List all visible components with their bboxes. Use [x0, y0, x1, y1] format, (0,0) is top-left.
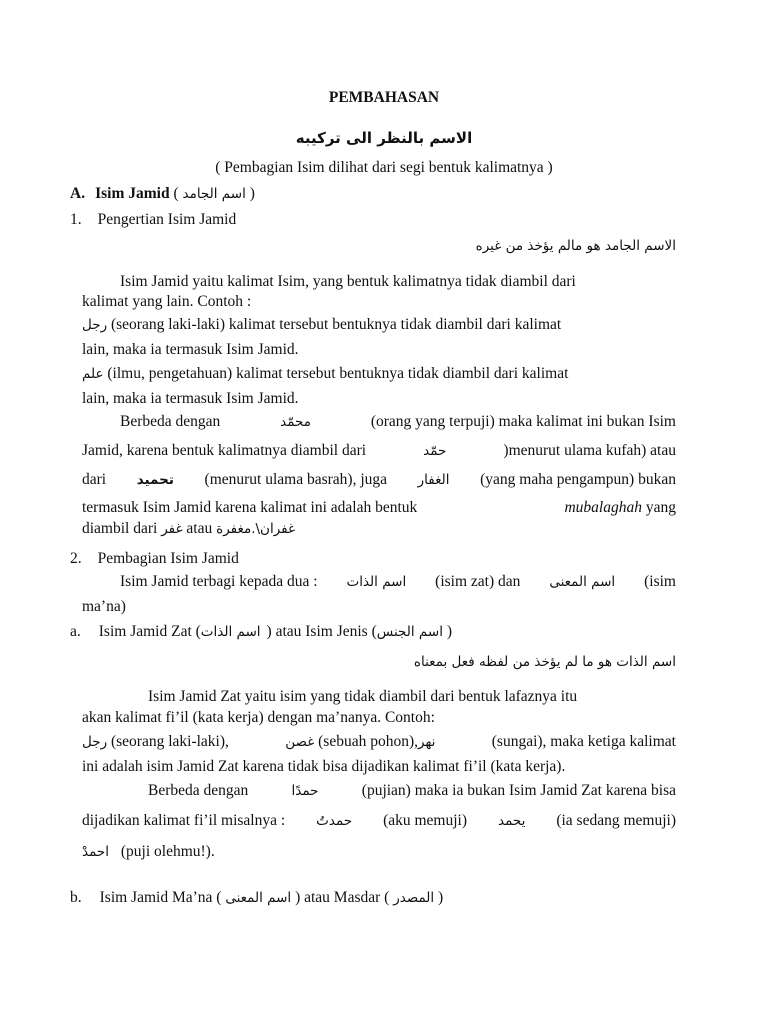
page-title: PEMBAHASAN: [328, 89, 440, 106]
paragraph-line: akan kalimat fi’il (kata kerja) dengan ma’nanya. Contoh:: [82, 709, 435, 726]
subtitle: ( Pembagian Isim dilihat dari segi bentuk kalimatnya ): [215, 159, 553, 176]
example-ilmu: علم (ilmu, pengetahuan) kalimat tersebut bentuknya tidak diambil dari kalimat: [82, 365, 569, 382]
paragraph-line: Isim Jamid terbagi kepada dua : اسم الذات (isim zat) dan اسم المعنى (isim: [120, 573, 676, 590]
paragraph-line: Jamid, karena bentuk kalimatnya diambil dari حمّد )menurut ulama kufah) atau: [82, 442, 676, 459]
definition-isim-zat: اسم الذات هو ما لم يؤخذ من لفظه فعل بمعناه: [413, 654, 676, 670]
paragraph-line: dari تحميد (menurut ulama basrah), juga الغفار (yang maha pengampun) bukan: [82, 471, 676, 488]
section-a-heading: A. Isim Jamid ( اسم الجامد ): [70, 185, 255, 202]
arabic-title: الاسم بالنظر الى تركيبه: [295, 129, 473, 147]
example-rajul: رجل (seorang laki-laki) kalimat tersebut bentuknya tidak diambil dari kalimat: [82, 316, 562, 333]
definition-isim-jamid: الاسم الجامد هو مالم يؤخذ من غيره: [475, 238, 676, 254]
paragraph-line: Berbeda dengan حمدًا (pujian) maka ia bukan Isim Jamid Zat karena bisa: [148, 782, 676, 799]
paragraph-line: termasuk Isim Jamid karena kalimat ini adalah bentuk mubalaghah yang: [82, 499, 676, 516]
paragraph-line: diambil dari غفر atau غفران\.مغفرة: [82, 520, 296, 537]
paragraph-line: Isim Jamid Zat yaitu isim yang tidak diambil dari bentuk lafaznya itu: [148, 688, 578, 705]
paragraph-line: Berbeda dengan محمّد (orang yang terpuji) maka kalimat ini bukan Isim: [120, 413, 676, 430]
subsection-b-heading: b. Isim Jamid Ma’na ( اسم المعنى ) atau Masdar ( المصدر ): [70, 889, 444, 906]
subsection-a-heading: a. Isim Jamid Zat (اسم الذات ) atau Isim Jenis (اسم الجنس ): [70, 623, 452, 640]
paragraph-line: احمدْ (puji olehmu!).: [82, 843, 215, 860]
paragraph-line: رجل (seorang laki-laki), غصن (sebuah pohon),نهر (sungai), maka ketiga kalimat: [82, 733, 676, 750]
paragraph-line: dijadikan kalimat fi’il misalnya : حمدتُ (aku memuji) يحمد (ia sedang memuji): [82, 812, 676, 829]
paragraph-line: kalimat yang lain. Contoh :: [82, 293, 252, 310]
paragraph-line: ma’na): [82, 598, 126, 615]
paragraph-line: ini adalah isim Jamid Zat karena tidak bisa dijadikan kalimat fi’il (kata kerja).: [82, 758, 566, 775]
section-2-heading: 2. Pembagian Isim Jamid: [70, 550, 239, 567]
section-1-heading: 1. Pengertian Isim Jamid: [70, 211, 237, 228]
paragraph-line: Isim Jamid yaitu kalimat Isim, yang bentuk kalimatnya tidak diambil dari: [120, 273, 576, 290]
paragraph-line: lain, maka ia termasuk Isim Jamid.: [82, 390, 299, 407]
paragraph-line: lain, maka ia termasuk Isim Jamid.: [82, 341, 299, 358]
